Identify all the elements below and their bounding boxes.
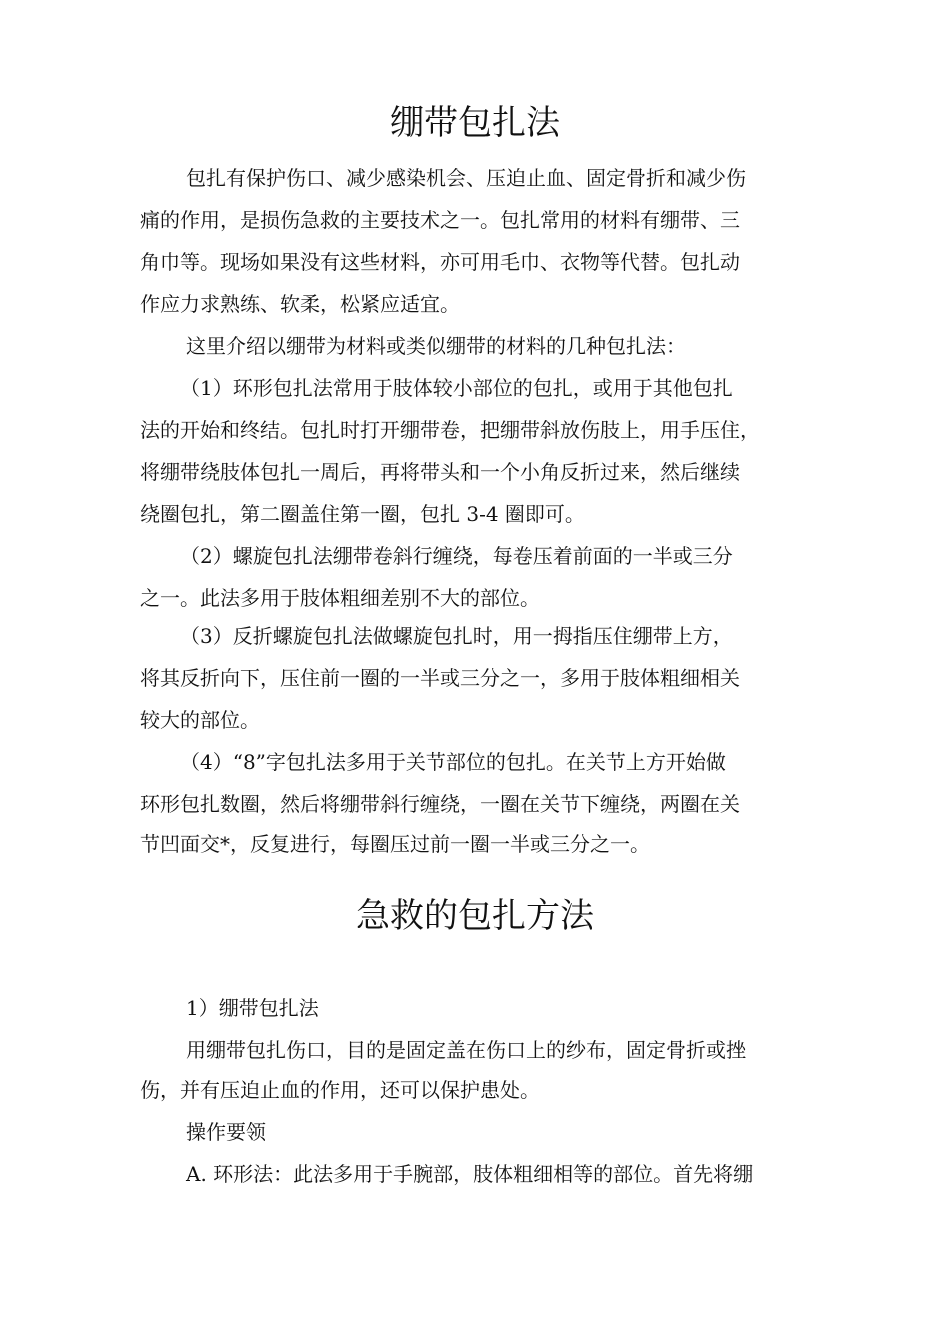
paragraph-line: 角巾等。现场如果没有这些材料，亦可用毛巾、衣物等代替。包扎动 (140, 250, 740, 274)
paragraph-line: 绕圈包扎，第二圈盖住第一圈，包扎 3-4 圈即可。 (140, 502, 585, 526)
section-title-bandage: 绷带包扎法 (390, 103, 560, 143)
paragraph-line: A. 环形法：此法多用于手腕部，肢体粗细相等的部位。首先将绷 (186, 1162, 754, 1186)
subheading: 1）绷带包扎法 (186, 996, 319, 1020)
ops-heading: 操作要领 (186, 1120, 266, 1144)
paragraph-line: 环形包扎数圈，然后将绷带斜行缠绕，一圈在关节下缠绕，两圈在关 (140, 792, 740, 816)
paragraph-line: 将其反折向下，压住前一圈的一半或三分之一，多用于肢体粗细相关 (140, 666, 740, 690)
paragraph-line: （3）反折螺旋包扎法做螺旋包扎时，用一拇指压住绷带上方， (180, 624, 733, 648)
paragraph-line: 作应力求熟练、软柔，松紧应适宜。 (140, 292, 460, 316)
paragraph-line: 包扎有保护伤口、减少感染机会、压迫止血、固定骨折和减少伤 (186, 166, 746, 190)
paragraph-line: 之一。此法多用于肢体粗细差别不大的部位。 (140, 586, 540, 610)
paragraph-line: 用绷带包扎伤口，目的是固定盖在伤口上的纱布，固定骨折或挫 (186, 1038, 746, 1062)
paragraph-line: （2）螺旋包扎法绷带卷斜行缠绕，每卷压着前面的一半或三分 (180, 544, 733, 568)
paragraph-line: 较大的部位。 (140, 708, 260, 732)
paragraph-line: 这里介绍以绷带为材料或类似绷带的材料的几种包扎法： (186, 334, 686, 358)
section-title-first-aid: 急救的包扎方法 (356, 896, 594, 936)
paragraph-line: 将绷带绕肢体包扎一周后，再将带头和一个小角反折过来，然后继续 (140, 460, 740, 484)
paragraph-line: 节凹面交*，反复进行，每圈压过前一圈一半或三分之一。 (140, 832, 650, 856)
paragraph-line: 法的开始和终结。包扎时打开绷带卷，把绷带斜放伤肢上，用手压住， (140, 418, 760, 442)
paragraph-line: 痛的作用，是损伤急救的主要技术之一。包扎常用的材料有绷带、三 (140, 208, 740, 232)
paragraph-line: 伤，并有压迫止血的作用，还可以保护患处。 (140, 1078, 540, 1102)
paragraph-line: （1）环形包扎法常用于肢体较小部位的包扎，或用于其他包扎 (180, 376, 733, 400)
paragraph-line: （4）“8”字包扎法多用于关节部位的包扎。在关节上方开始做 (180, 750, 726, 774)
